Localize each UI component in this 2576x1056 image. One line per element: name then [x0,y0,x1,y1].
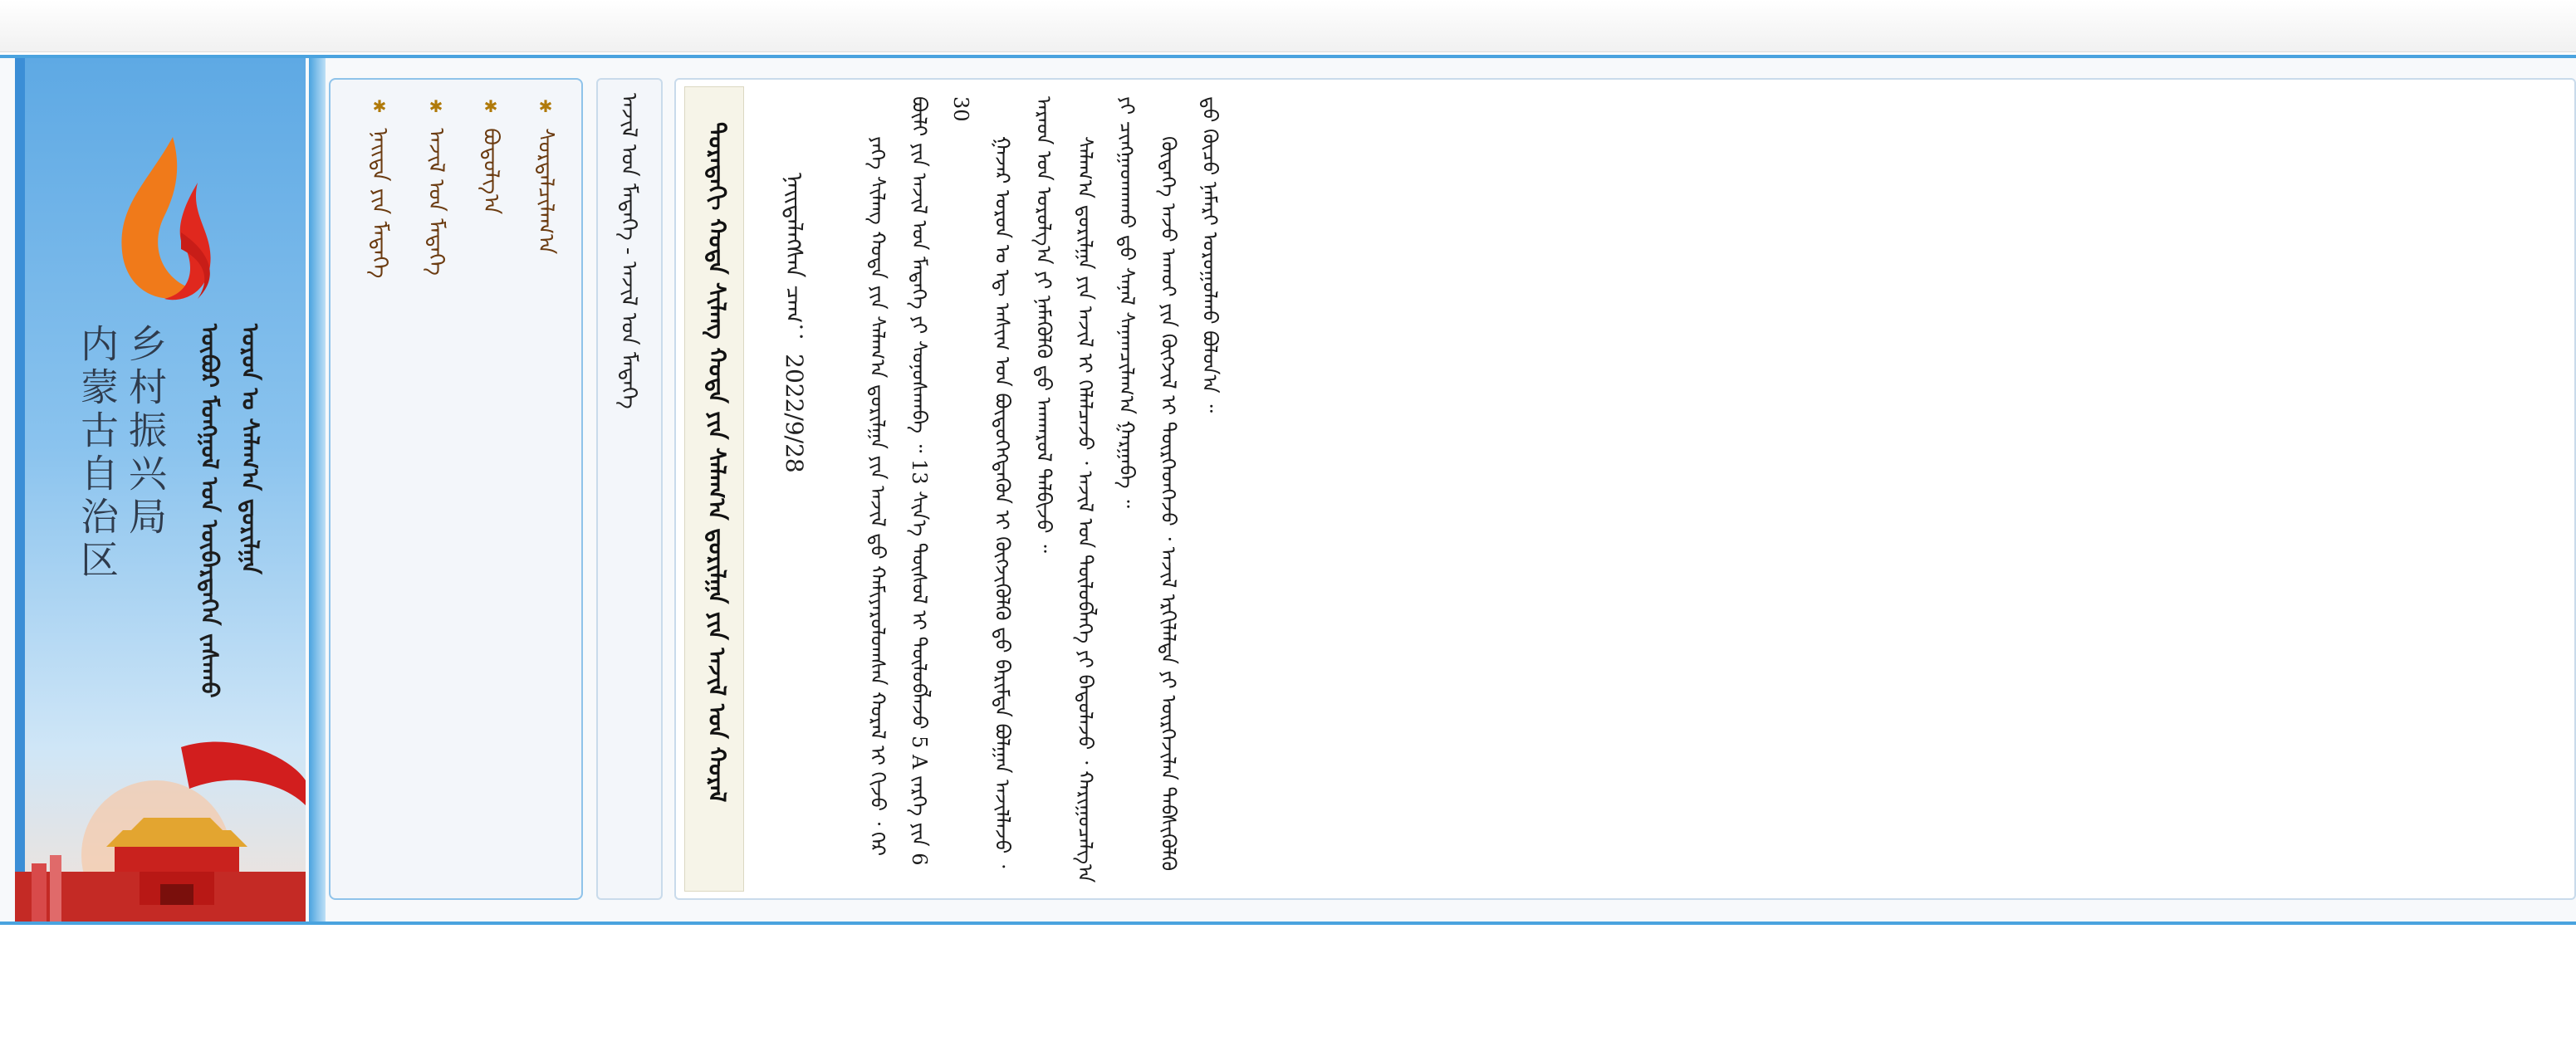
bullet-icon: ✱ [536,96,556,116]
breadcrumb[interactable]: ᠠᠵᠢᠯ ᠤᠨ ᠮᠡᠳᠡᠭᠡ - ᠠᠵᠢᠯ ᠤᠨ ᠮᠡᠳᠡᠭᠡ [616,93,641,409]
bullet-icon: ✱ [370,96,389,116]
banner-chinese-title [73,324,169,583]
article-paragraph: ᠰᠠᠯᠠᠭ᠎ᠠ ᠳ᠋ᠤᠷᠢᠯᠭᠠ ᠶᠢᠨ ᠠᠵᠢᠯ ᠢ ᠬᠡᠯᠡᠯᠴᠡᠵᠦ ᠂ ᠠᠵᠢᠯ ᠤᠨ ᠲᠥᠯᠥᠪᠯᠡᠭᠡ ᠶᠢ ᠪᠠᠲᠤᠯᠠᠵᠤ ᠂ ᠬᠠᠷᠢᠭᠤᠴᠠᠯᠭ᠎ᠠ ᠶᠢ ᠴᠢᠩᠭᠠᠳᠬᠠᠬᠤ ᠳ᠋ᠤ ᠰᠠᠨᠠᠯ ᠰᠠᠨᠠᠭᠴᠢᠯᠠᠭ᠎ᠠ ᠭᠠᠷᠭᠠᠪᠠ ᠃ [1074,96,1139,883]
browser-top-bar [0,0,2576,52]
sidebar-nav [329,78,583,900]
article-paragraph: ᠭᠠᠵᠠᠷ ᠣᠷᠣᠨ ᠤ ᠡᠳ᠋ ᠠᠰᠢᠭ ᠤᠨ ᠪᠦᠲᠦᠭᠡᠭᠳᠡᠬᠦᠨ ᠢ ᠬᠥᠭᠵᠢᠭᠦᠯᠬᠦ ᠳ᠋ᠤ ᠪᠠᠷᠢᠮᠲᠠ ᠪᠣᠯᠭᠠᠨ ᠠᠵᠢᠯᠯᠠᠵᠤ ᠂ ᠠᠷᠠᠳ ᠤᠨ ᠣᠷᠣᠯᠭ᠎ᠠ ᠶᠢ ᠨᠡᠮᠡᠭᠦᠯᠬᠦ ᠳ᠋ᠤ ᠠᠨᠬᠠᠷᠤᠯ ᠲᠠᠯᠪᠢᠵᠤ ᠃ [991,96,1055,868]
nav-item-3[interactable] [472,96,512,462]
article-title: ᠲᠣᠷᠠᠳᠠᠬᠢ ᠬᠣᠳᠠ ᠰᠢᠯᠠᠩ ᠬᠣᠲᠠ ᠶᠢᠨ ᠰᠠᠯᠠᠭ᠎ᠠ ᠳ᠋ᠤᠷᠢᠯᠭᠠ ᠶᠢᠨ ᠠᠵᠢᠯ ᠤᠨ ᠬᠤᠷᠠᠯ [703,122,731,803]
nav-item-1[interactable] [360,96,400,462]
nav-item-label: ᠠᠵᠢᠯ ᠤᠨ ᠮᠡᠳᠡᠭᠡ [424,128,448,276]
article-paragraph: ᠬᠥᠳᠡᠭᠡ ᠠᠵᠤ ᠠᠬᠤᠢ ᠶᠢᠨ ᠬᠥᠭᠵᠢᠯ ᠢ ᠲᠦᠷᠭᠡᠳᠬᠡᠵᠦ ᠂ ᠠᠵᠢᠯ ᠡᠷᠬᠢᠯᠡᠯᠲᠡ ᠶᠢ ᠦᠷᠭᠡᠵᠢᠯᠡᠨ ᠳᠡᠪᠰᠢᠭᠦᠯᠬᠦ ᠳ᠋ᠤ ᠬᠦᠴᠦ ᠨᠡᠮᠡᠷᠢ ᠣᠷᠣᠭᠤᠯᠬᠤ ᠪᠣᠯᠤᠨ᠎ᠠ ᠃ [1157,96,1222,872]
nav-item-2[interactable] [417,96,457,462]
nav-item-4[interactable] [526,96,566,462]
article-panel [674,78,2576,900]
nav-item-label: ᠰᠤᠷᠲᠠᠯᠴᠢᠯᠠᠭ᠎ᠠ [533,128,558,255]
banner-title-line1: 乡村振兴局 [123,324,168,540]
banner-divider [309,58,326,922]
nav-item-label: ᠪᠣᠳᠣᠯᠭ᠎ᠠ [478,128,503,215]
breadcrumb-panel [596,78,663,900]
article-body [857,96,2568,893]
nav-item-label: ᠨᠡᠢᠲᠡ ᠶᠢᠨ ᠮᠡᠳᠡᠭᠡ [367,128,392,279]
bullet-icon: ✱ [481,96,501,116]
article-paragraph: ᠶᠡᠬᠡ ᠰᠢᠯᠠᠩ ᠬᠣᠲᠠ ᠶᠢᠨ ᠰᠠᠯᠠᠭ᠎ᠠ ᠳ᠋ᠤᠷᠢᠯᠭᠠ ᠶᠢᠨ ᠠᠵᠢᠯ ᠳ᠋ᠤ ᠬᠠᠮᠢᠶᠠᠷᠤᠯᠤᠭᠰᠠᠨ ᠬᠤᠷᠠᠯ ᠢ ᠬᠢᠵᠦ ᠂ ᠭᠡᠷ ᠪᠦᠯᠢ ᠶᠢᠨ ᠠᠵᠢᠯ ᠤᠨ ᠮᠡᠳᠡᠭᠡ ᠶᠢ ᠰᠣᠨᠣᠰᠬᠠᠪᠠ ᠃ 13 ᠰᠢᠨ᠎ᠡ ᠲᠥᠰᠥᠯ ᠢ ᠲᠥᠯᠥᠪᠯᠡᠵᠦ 5 A ᠵᠡᠷᠭᠡ ᠶᠢᠨ 6 30 [866,96,972,866]
article-title-box [684,86,744,892]
site-banner [15,58,306,922]
banner-mongolian-title: ᠥᠪᠥᠷ ᠮᠣᠩᠭᠣᠯ ᠤᠨ ᠥᠪᠡᠷᠲᠡᠭᠡᠨ ᠵᠠᠰᠠᠬᠤ ᠣᠷᠣᠨ ᠤ ᠰᠠᠯᠠᠭ᠎ᠠ ᠳ᠋ᠤᠷᠢᠯᠭᠠ [196,324,264,698]
banner-title-line2: 内蒙古自治区 [75,324,120,583]
flame-logo-icon [98,133,247,307]
bullet-icon: ✱ [426,96,446,116]
tiananmen-illustration-icon [15,722,306,922]
publish-date: ᠨᠡᠢᠲᠡᠯᠡᠭᠰᠡᠨ ᠴᠠᠭ： 2022/9/28 [781,173,808,473]
